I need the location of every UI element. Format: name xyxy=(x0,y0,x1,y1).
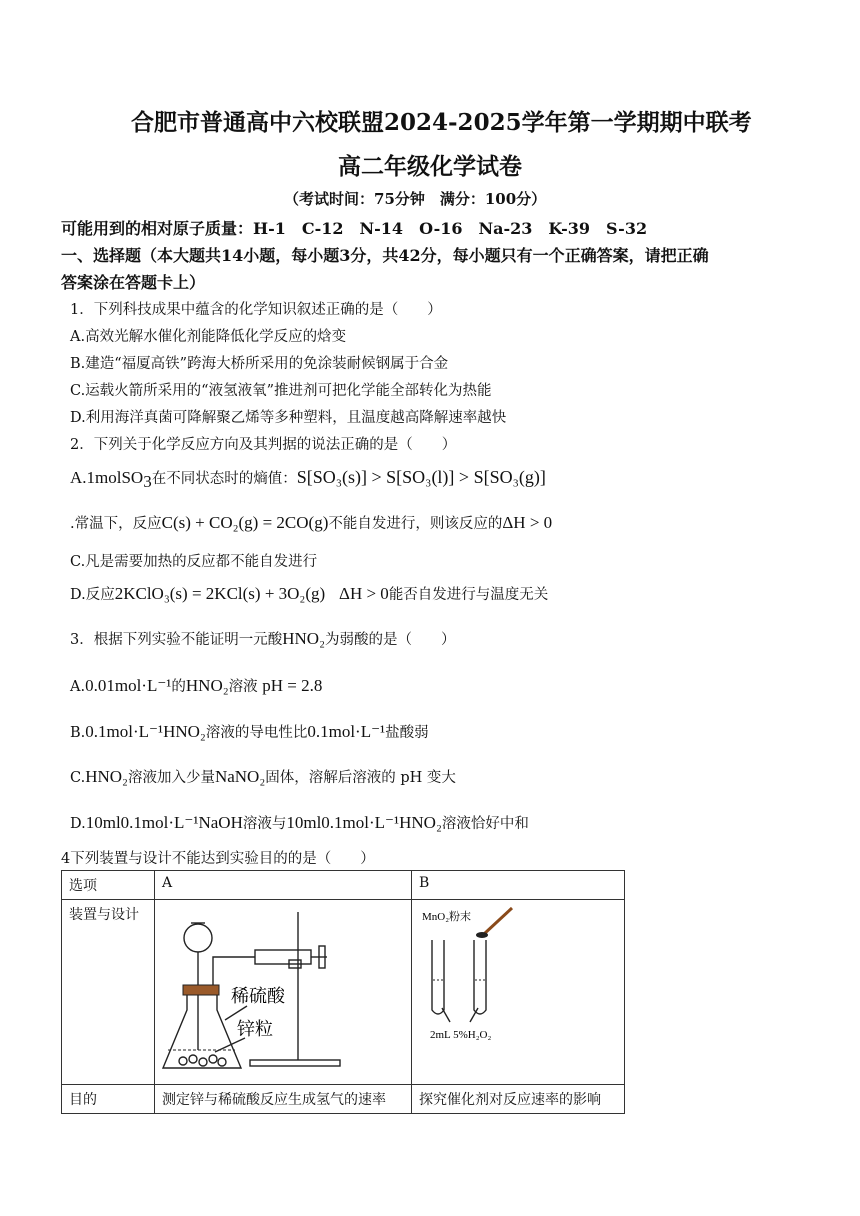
section-heading-line1: 一、选择题（本大题共14小题，每小题3分，共42分，每小题只有一个正确答案，请把正确 xyxy=(61,246,709,265)
rubber-stopper xyxy=(183,985,219,995)
q4-table xyxy=(61,870,625,1114)
exam-title: 合肥市普通高中六校联盟2024-2025学年第一学期期中联考 xyxy=(131,109,752,136)
mno2-powder xyxy=(476,932,488,938)
q1-option-b: B.建造“福厦高铁”跨海大桥所采用的免涂装耐候钢属于合金 xyxy=(70,356,449,372)
zinc-acid-apparatus-figure xyxy=(155,900,411,1080)
purpose-b: 探究催化剂对反应速率的影响 xyxy=(412,1085,625,1114)
table-header-option: 选项 xyxy=(62,871,155,900)
funnel-bulb xyxy=(184,924,212,952)
label-mno2-powder: MnO₂粉末 xyxy=(422,911,472,923)
row-label-device: 装置与设计 xyxy=(62,900,155,1085)
exam-subtitle: 高二年级化学试卷 xyxy=(338,153,522,180)
q2-option-c: C.凡是需要加热的反应都不能自发进行 xyxy=(70,554,318,570)
q2-option-d: D.反应2KClO₃(s) = 2KCl(s) + 3O₂(g) ΔH > 0能否自发进行与温度无关 xyxy=(70,584,549,603)
table-header-b: B xyxy=(412,871,625,900)
q2-stem: 2．下列关于化学反应方向及其判据的说法正确的是（ ） xyxy=(70,437,457,453)
exam-info: （考试时间：75分钟 满分：100分） xyxy=(284,190,547,208)
q2-option-a: A.1molSO$_3$在不同状态时的熵值：S[SO₃(s)] > S[SO₃(l)] > S[SO₃(g)] xyxy=(70,467,546,491)
q3-option-a: A.0.01mol·L⁻¹的HNO₂溶液 pH = 2.8 xyxy=(70,676,323,695)
stand-base xyxy=(250,1060,340,1066)
q3-option-b: B.0.1mol·L⁻¹HNO₂溶液的导电性比0.1mol·L⁻¹盐酸弱 xyxy=(70,722,429,741)
label-zinc-granules: 锌粒 xyxy=(237,1019,273,1040)
section-heading-line2: 答案涂在答题卡上） xyxy=(61,273,206,292)
q1-option-c: C.运载火箭所采用的“液氢液氧”推进剂可把化学能全部转化为热能 xyxy=(70,383,492,399)
label-dilute-sulfuric-acid: 稀硫酸 xyxy=(231,986,285,1007)
row-label-purpose: 目的 xyxy=(62,1085,155,1114)
zinc-granules xyxy=(179,1055,226,1066)
syringe-barrel xyxy=(255,950,311,964)
conical-flask xyxy=(163,995,241,1068)
q1-stem: 1．下列科技成果中蕴含的化学知识叙述正确的是（ ） xyxy=(70,302,442,318)
q1-option-d: D.利用海洋真菌可降解聚乙烯等多种塑料，且温度越高降解速率越快 xyxy=(70,410,507,426)
q4-stem: 4下列装置与设计不能达到实验目的的是（ ） xyxy=(61,851,375,867)
test-tube-1 xyxy=(432,940,444,1014)
purpose-a: 测定锌与稀硫酸反应生成氢气的速率 xyxy=(155,1085,412,1114)
atomic-masses: 可能用到的相对原子质量：H-1 C-12 N-14 O-16 Na-23 K-39 S-32 xyxy=(61,219,648,238)
label-h2o2-solution: 2mL 5%H₂O₂ xyxy=(430,1029,492,1041)
q3-stem: 3．根据下列实验不能证明一元酸HNO₂为弱酸的是（ ） xyxy=(70,629,456,648)
q1-option-a: A.高效光解水催化剂能降低化学反应的焓变 xyxy=(70,329,347,345)
table-header-a: A xyxy=(155,871,412,900)
figure-b-cell xyxy=(412,900,625,1085)
q2-option-b: .常温下，反应C(s) + CO₂(g) = 2CO(g)不能自发进行，则该反应的ΔH > 0 xyxy=(70,513,553,532)
q3-option-d: D.10ml0.1mol·L⁻¹NaOH溶液与10ml0.1mol·L⁻¹HNO₂溶液恰好中和 xyxy=(70,813,529,832)
spatula xyxy=(484,908,512,934)
catalyst-test-tubes-figure xyxy=(412,900,622,1080)
figure-a-cell xyxy=(155,900,412,1085)
test-tube-2 xyxy=(474,940,486,1014)
q3-option-c: C.HNO₂溶液加入少量NaNO₂固体，溶解后溶液的 pH 变大 xyxy=(70,767,456,786)
